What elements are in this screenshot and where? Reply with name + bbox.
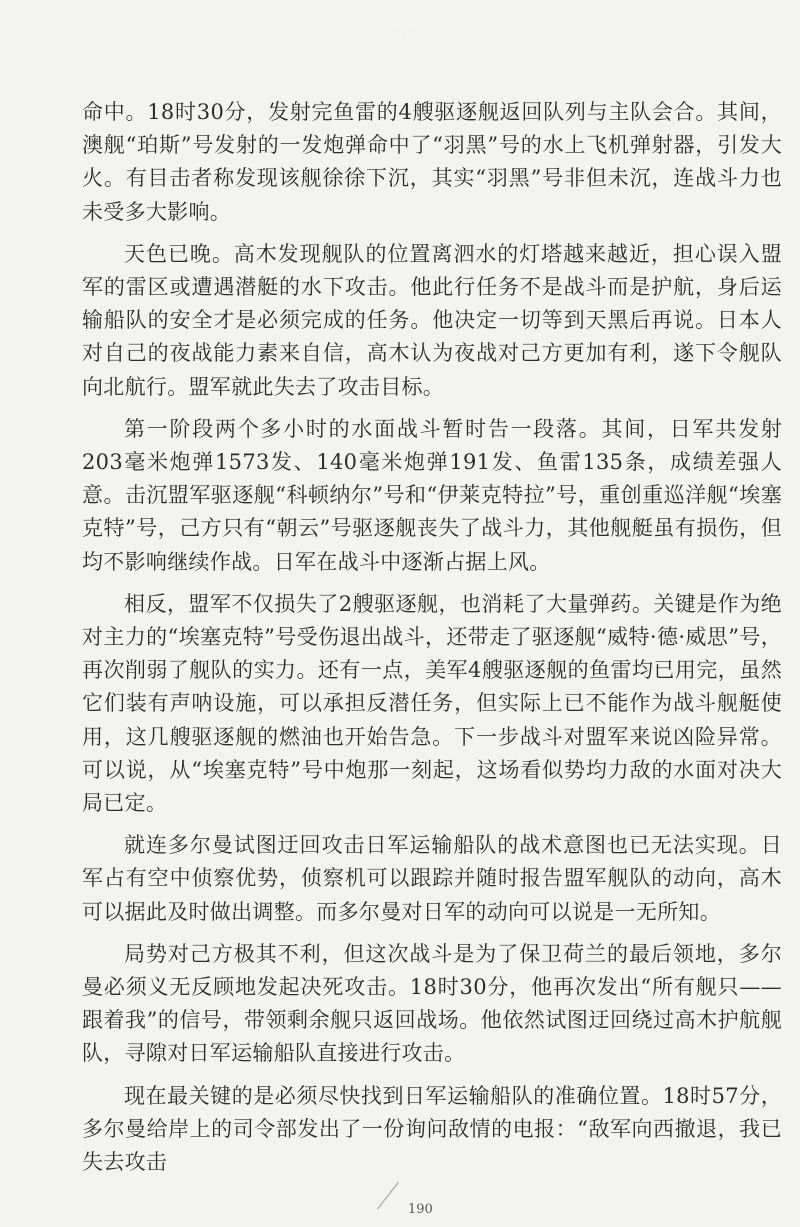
header-mark: · · · — [392, 28, 418, 38]
paragraph-3: 第一阶段两个多小时的水面战斗暂时告一段落。其间，日军共发射203毫米炮弹1573发、140毫米炮弹191发、鱼雷135条，成绩差强人意。击沉盟军驱逐舰“科顿纳尔”号和“伊莱克特拉”号，重创重巡洋舰“埃塞克特”号，己方只有“朝云”号驱逐舰丧失了战斗力，其他舰艇虽有损伤，但均不影响继续作战。日军在战斗中逐渐占据上风。 — [82, 416, 782, 574]
paragraph-2: 天色已晚。高木发现舰队的位置离泗水的灯塔越来越近，担心误入盟军的雷区或遭遇潜艇的水下攻击。他此行任务不是战斗而是护航，身后运输船队的安全才是必须完成的任务。他决定一切等到天黑后再说。日本人对自己的夜战能力素来自信，高木认为夜战对己方更加有利，遂下令舰队向北航行。盟军就此失去了攻击目标。 — [82, 241, 782, 399]
paragraph-6: 局势对己方极其不利，但这次战斗是为了保卫荷兰的最后领地，多尔曼必须义无反顾地发起决死攻击。18时30分，他再次发出“所有舰只——跟着我”的信号，带领剩余舰只返回战场。他依然试图迂回绕过高木护航舰队，寻隙对日军运输船队直接进行攻击。 — [82, 941, 782, 1066]
page-number-slash — [377, 1182, 399, 1209]
body-text — [82, 96, 782, 1179]
paragraph-4: 相反，盟军不仅损失了2艘驱逐舰，也消耗了大量弹药。关键是作为绝对主力的“埃塞克特”号受伤退出战斗，还带走了驱逐舰“威特·德·威思”号，再次削弱了舰队的实力。还有一点，美军4艘驱逐舰的鱼雷均已用完，虽然它们装有声呐设施，可以承担反潜任务，但实际上已不能作为战斗舰艇使用，这几艘驱逐舰的燃油也开始告急。下一步战斗对盟军来说凶险异常。可以说，从“埃塞克特”号中炮那一刻起，这场看似势均力敌的水面对决大局已定。 — [82, 591, 782, 816]
paragraph-7: 现在最关键的是必须尽快找到日军运输船队的准确位置。18时57分，多尔曼给岸上的司令部发出了一份询问敌情的电报：“敌军向西撤退，我已失去攻击 — [82, 1083, 782, 1175]
page-footer — [0, 1180, 800, 1220]
page-number: 190 — [408, 1202, 433, 1217]
paragraph-1: 命中。18时30分，发射完鱼雷的4艘驱逐舰返回队列与主队会合。其间，澳舰“珀斯”号发射的一发炮弹命中了“羽黑”号的水上飞机弹射器，引发大火。有目击者称发现该舰徐徐下沉，其实“羽黑”号非但未沉，连战斗力也未受多大影响。 — [82, 100, 782, 224]
paragraph-5: 就连多尔曼试图迂回攻击日军运输船队的战术意图也已无法实现。日军占有空中侦察优势，侦察机可以跟踪并随时报告盟军舰队的动向，高木可以据此及时做出调整。而多尔曼对日军的动向可以说是一无所知。 — [82, 833, 782, 924]
